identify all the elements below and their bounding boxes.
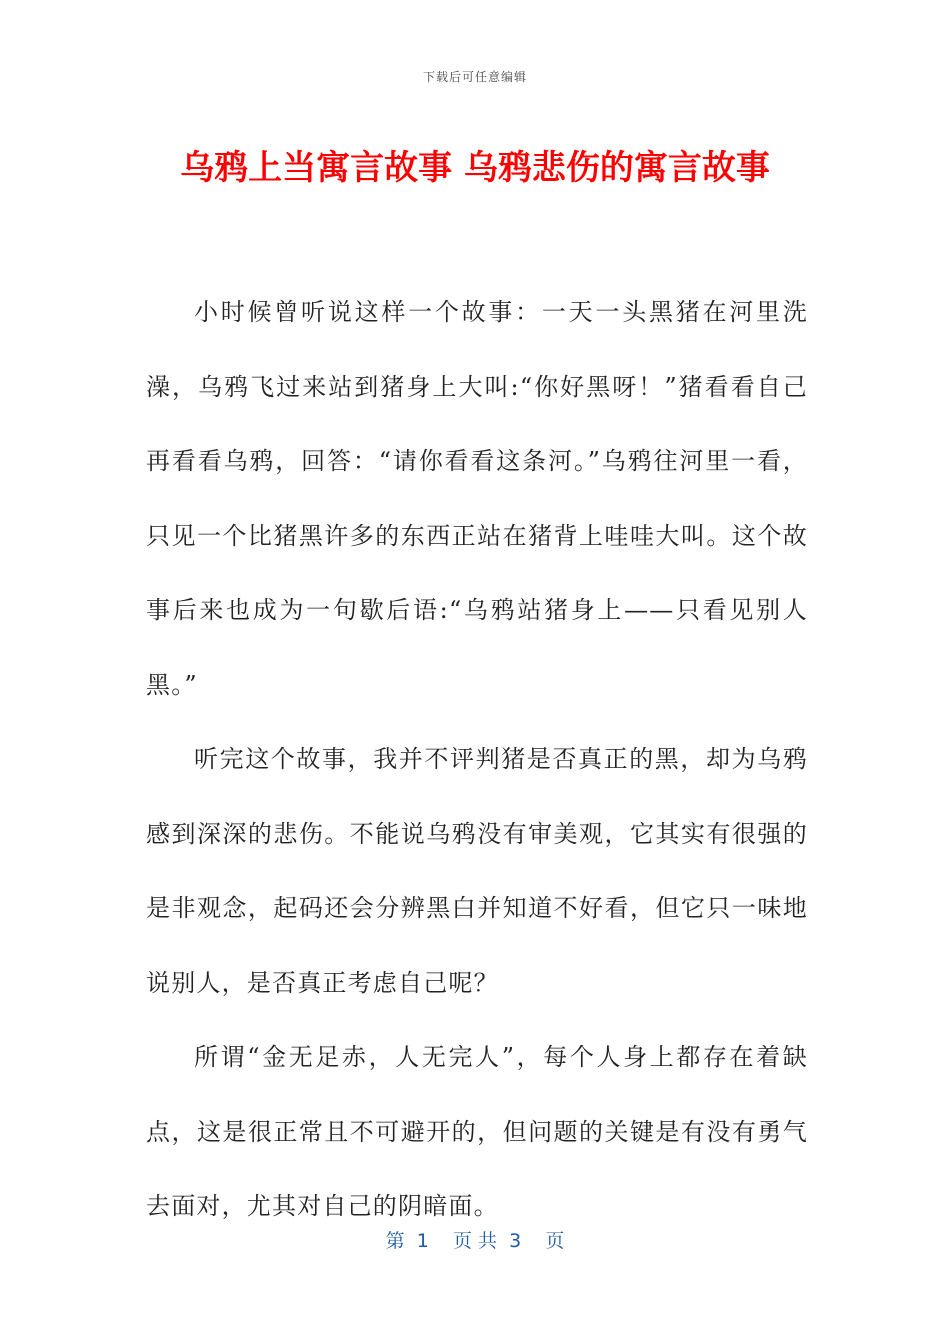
paragraph-2: 听完这个故事，我并不评判猪是否真正的黑，却为乌鸦感到深深的悲伤。不能说乌鸦没有审美观，它其实有很强的是非观念，起码还会分辨黑白并知道不好看，但它只一味地说别人，是否真正考虑自己呢？: [146, 745, 808, 997]
paragraph-3: 所谓“金无足赤，人无完人”，每个人身上都存在着缺点，这是很正常且不可避开的，但问题的关键是有没有勇气去面对，尤其对自己的阴暗面。: [146, 1043, 808, 1220]
paragraph-1: 小时候曾听说这样一个故事：一天一头黑猪在河里洗澡，乌鸦飞过来站到猪身上大叫:“你好黑呀！”猪看看自己再看看乌鸦，回答：“请你看看这条河。”乌鸦往河里一看，只见一个比猪黑许多的东西正站在猪背上哇哇大叫。这个故事后来也成为一句歇后语:“乌鸦站猪身上——只看见别人黑。”: [146, 298, 808, 699]
document-body: [146, 275, 808, 1244]
page-number-footer: 第 1 页 共 3 页: [385, 1230, 565, 1252]
header-note: 下载后可任意编辑: [422, 70, 527, 84]
document-title: 乌鸦上当寓言故事 乌鸦悲伤的寓言故事: [180, 148, 770, 188]
